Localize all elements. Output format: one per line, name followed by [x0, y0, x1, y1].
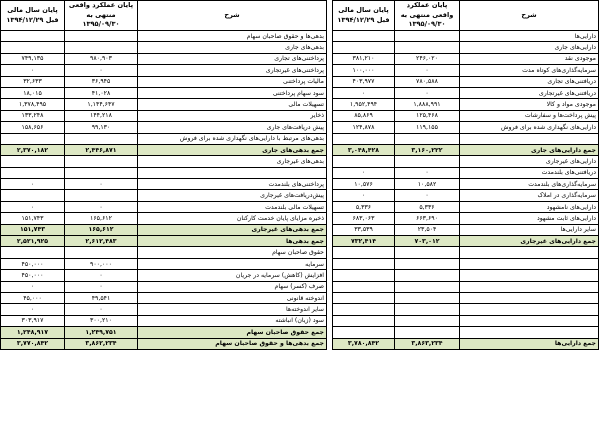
table-row [1, 315, 599, 326]
assets-prev-cell: ۱,۹۵۲,۴۹۴ [333, 99, 395, 110]
liabilities-desc-cell: اندوخته قانونی [138, 292, 327, 303]
liabilities-actual-cell: ۱,۱۴۴,۶۴۷ [65, 99, 138, 110]
column-gap [327, 110, 333, 121]
assets-prev-cell [333, 42, 395, 53]
column-gap [327, 167, 333, 178]
liabilities-actual-cell [65, 190, 138, 201]
column-gap [327, 338, 333, 349]
assets-actual-cell: ۰ [395, 87, 460, 98]
table-row [1, 87, 599, 98]
assets-actual-cell: ۰ [395, 190, 460, 201]
assets-prev-cell [333, 327, 395, 338]
assets-actual-cell [395, 292, 460, 303]
table-row [1, 53, 599, 64]
liabilities-actual-cell: ۹۰۰,۰۰۰ [65, 258, 138, 269]
liabilities-desc-cell: صرف (کسر) سهام [138, 281, 327, 292]
assets-actual-cell: ۱,۸۸۸,۹۹۱ [395, 99, 460, 110]
assets-actual-cell [395, 42, 460, 53]
liabilities-prev-cell [1, 42, 65, 53]
assets-prev-cell [333, 304, 395, 315]
assets-prev-cell: ۳۳,۵۳۹ [333, 224, 395, 235]
column-gap [327, 144, 333, 155]
assets-prev-cell [333, 258, 395, 269]
header-row [1, 1, 599, 31]
table-row [1, 201, 599, 212]
assets-desc-cell [460, 247, 599, 258]
liabilities-prev-cell: ۲,۵۲۱,۹۲۵ [1, 236, 65, 247]
table-row [1, 144, 599, 155]
liabilities-desc-cell: سایر اندوخته‌ها [138, 304, 327, 315]
assets-prev-cell: ۵,۳۳۶ [333, 201, 395, 212]
column-gap [327, 87, 333, 98]
liabilities-prev-cell: ۰ [1, 281, 65, 292]
liabilities-desc-cell: جمع بدهی‌های غیرجاری [138, 224, 327, 235]
assets-actual-cell: ۰ [395, 167, 460, 178]
liabilities-actual-cell: ۴۹,۵۴۱ [65, 292, 138, 303]
assets-desc-cell [460, 258, 599, 269]
column-gap [327, 213, 333, 224]
assets-prev-cell: ۶۸۳,۰۶۳ [333, 213, 395, 224]
assets-prev-cell: ۸۵,۸۶۹ [333, 110, 395, 121]
assets-desc-cell: دارایی‌های جاری [460, 42, 599, 53]
column-gap [327, 1, 333, 31]
liabilities-desc-cell: پیش دریافت‌های جاری [138, 122, 327, 133]
assets-actual-cell: ۳,۸۶۳,۲۳۴ [395, 338, 460, 349]
assets-desc-cell: دریافتنی‌های تجاری [460, 76, 599, 87]
liabilities-prev-cell [1, 190, 65, 201]
assets-actual-cell: ۲۳,۵۰۴ [395, 224, 460, 235]
assets-desc-cell [460, 327, 599, 338]
table-row [1, 179, 599, 190]
liabilities-actual-cell: ۳,۸۶۲,۲۳۴ [65, 338, 138, 349]
assets-desc-cell [460, 133, 599, 144]
liabilities-desc-cell: سود (زیان) انباشته [138, 315, 327, 326]
assets-prev-cell [333, 270, 395, 281]
liabilities-desc-cell: حقوق صاحبان سهام [138, 247, 327, 258]
table-row [1, 167, 599, 178]
liabilities-prev-cell [1, 167, 65, 178]
liabilities-prev-cell: ۰ [1, 179, 65, 190]
assets-desc-cell: سرمایه‌گذاری‌های بلندمدت [460, 179, 599, 190]
assets-prev-cell: ۳۸۱,۲۱۰ [333, 53, 395, 64]
liabilities-actual-cell: ۲,۶۱۲,۴۸۳ [65, 236, 138, 247]
table-row [1, 31, 599, 42]
liabilities-actual-cell: ۰ [65, 270, 138, 281]
liabilities-desc-cell: تسهیلات مالی [138, 99, 327, 110]
liabilities-prev-cell: ۳,۷۷۰,۸۴۲ [1, 338, 65, 349]
liabilities-desc-cell: بدهی‌های مرتبط با دارایی‌های نگهداری شده برای فروش [138, 133, 327, 144]
assets-actual-cell [395, 258, 460, 269]
liabilities-actual-cell: ۰ [65, 281, 138, 292]
assets-prev-cell: ۱۲۴,۸۷۸ [333, 122, 395, 133]
assets-prev-cell [333, 156, 395, 167]
assets-prev-cell: ۱۰,۵۷۶ [333, 179, 395, 190]
liabilities-desc-cell: مالیات پرداختنی [138, 76, 327, 87]
liabilities-actual-header: پایان عملکرد واقعی منتهی به ۱۳۹۵/۰۹/۳۰ [65, 1, 138, 31]
column-gap [327, 31, 333, 42]
column-gap [327, 270, 333, 281]
assets-prev-cell: ۴۰۳,۹۷۷ [333, 76, 395, 87]
liabilities-prev-cell: ۱,۲۴۸,۹۱۷ [1, 327, 65, 338]
liabilities-desc-header: شرح [138, 1, 327, 31]
column-gap [327, 42, 333, 53]
table-row [1, 281, 599, 292]
liabilities-actual-cell: ۱۶۵,۶۱۲ [65, 224, 138, 235]
liabilities-desc-cell: جمع حقوق صاحبان سهام [138, 327, 327, 338]
liabilities-prev-cell: ۱۳۳,۲۴۸ [1, 110, 65, 121]
liabilities-actual-cell [65, 247, 138, 258]
liabilities-prev-cell: ۱۵۱,۷۴۳ [1, 224, 65, 235]
assets-actual-cell: ۵,۳۳۶ [395, 201, 460, 212]
liabilities-actual-cell [65, 133, 138, 144]
liabilities-prev-cell: ۳۰۳,۹۱۷ [1, 315, 65, 326]
assets-actual-cell: ۱۰,۵۸۲ [395, 179, 460, 190]
assets-desc-cell: دارایی‌ها [460, 31, 599, 42]
column-gap [327, 247, 333, 258]
assets-desc-cell: جمع دارایی‌ها [460, 338, 599, 349]
liabilities-prev-cell: ۷۴۹,۱۳۵ [1, 53, 65, 64]
column-gap [327, 236, 333, 247]
assets-desc-cell: دارایی‌های نگهداری شده برای فروش [460, 122, 599, 133]
table-row [1, 258, 599, 269]
assets-desc-cell: دارایی‌های ثابت مشهود [460, 213, 599, 224]
column-gap [327, 201, 333, 212]
assets-actual-cell [395, 315, 460, 326]
liabilities-desc-cell: ذخایر [138, 110, 327, 121]
column-gap [327, 156, 333, 167]
table-row [1, 213, 599, 224]
assets-desc-cell [460, 270, 599, 281]
liabilities-prev-cell [1, 247, 65, 258]
liabilities-prev-cell: ۴۵,۰۰۰ [1, 292, 65, 303]
assets-prev-cell: ۳,۰۴۸,۴۲۸ [333, 144, 395, 155]
assets-desc-cell: جمع دارایی‌های جاری [460, 144, 599, 155]
assets-prev-cell: ۰ [333, 167, 395, 178]
liabilities-desc-cell: بدهی‌های غیرجاری [138, 156, 327, 167]
table-row [1, 99, 599, 110]
assets-actual-cell: ۲۴۶,۰۲۰ [395, 53, 460, 64]
liabilities-actual-cell: ۲,۴۴۶,۸۷۱ [65, 144, 138, 155]
table-row [1, 76, 599, 87]
liabilities-actual-cell: ۹۹,۱۳۰ [65, 122, 138, 133]
liabilities-prev-cell: ۴۵۰,۰۰۰ [1, 270, 65, 281]
assets-prev-cell: ۰ [333, 87, 395, 98]
liabilities-actual-cell [65, 31, 138, 42]
assets-desc-cell: سایر دارایی‌ها [460, 224, 599, 235]
assets-prev-cell: ۰ [333, 190, 395, 201]
assets-actual-cell: ۶۶۳,۶۹۰ [395, 213, 460, 224]
column-gap [327, 304, 333, 315]
table-row [1, 247, 599, 258]
column-gap [327, 281, 333, 292]
liabilities-desc-cell: جمع بدهی‌ها [138, 236, 327, 247]
liabilities-desc-cell [138, 167, 327, 178]
table-row [1, 133, 599, 144]
liabilities-actual-cell: ۳۶,۹۴۵ [65, 76, 138, 87]
liabilities-actual-cell: ۴۱,۰۲۸ [65, 87, 138, 98]
liabilities-actual-cell [65, 42, 138, 53]
assets-desc-cell: دریافتنی‌های بلندمدت [460, 167, 599, 178]
assets-desc-cell: دارایی‌های نامشهود [460, 201, 599, 212]
column-gap [327, 190, 333, 201]
column-gap [327, 292, 333, 303]
liabilities-desc-cell: ذخیره مزایای پایان خدمت کارکنان [138, 213, 327, 224]
liabilities-prev-cell: ۱۸,۰۱۵ [1, 87, 65, 98]
table-row [1, 304, 599, 315]
liabilities-prev-cell: ۱۵۸,۶۵۶ [1, 122, 65, 133]
assets-prev-cell [333, 315, 395, 326]
table-row [1, 292, 599, 303]
liabilities-desc-cell: پیش‌دریافت‌های غیرجاری [138, 190, 327, 201]
table-row [1, 338, 599, 349]
assets-actual-cell [395, 133, 460, 144]
liabilities-desc-cell: پرداختنی‌های غیرتجاری [138, 65, 327, 76]
liabilities-desc-cell: بدهی‌های جاری [138, 42, 327, 53]
column-gap [327, 53, 333, 64]
assets-prev-cell: ۳,۷۸۰,۸۴۲ [333, 338, 395, 349]
assets-prev-cell [333, 281, 395, 292]
liabilities-prev-cell [1, 133, 65, 144]
assets-prev-cell: ۱۰۰,۰۰۰ [333, 65, 395, 76]
liabilities-prev-cell: ۲,۳۷۰,۱۸۲ [1, 144, 65, 155]
assets-actual-cell: ۱۲۵,۴۶۸ [395, 110, 460, 121]
assets-desc-cell [460, 304, 599, 315]
assets-desc-cell: سرمایه‌گذاری در املاک [460, 190, 599, 201]
liabilities-prev-header: پایان سال مالی قبل ۱۳۹۴/۱۲/۲۹ [1, 1, 65, 31]
liabilities-desc-cell: تسهیلات مالی بلندمدت [138, 201, 327, 212]
liabilities-actual-cell: ۰ [65, 179, 138, 190]
liabilities-prev-cell: ۴۵۰,۰۰۰ [1, 258, 65, 269]
liabilities-prev-cell: ۰ [1, 201, 65, 212]
assets-actual-cell: ۷۰۳,۰۱۲ [395, 236, 460, 247]
assets-desc-cell: سرمایه‌گذاری‌های کوتاه مدت [460, 65, 599, 76]
liabilities-actual-cell: ۱,۲۴۹,۷۵۱ [65, 327, 138, 338]
assets-prev-cell [333, 133, 395, 144]
table-row [1, 65, 599, 76]
liabilities-desc-cell: پرداختنی‌های تجاری [138, 53, 327, 64]
assets-prev-header: پایان سال مالی قبل ۱۳۹۴/۱۲/۲۹ [333, 1, 395, 31]
assets-prev-cell [333, 31, 395, 42]
liabilities-actual-cell [65, 167, 138, 178]
assets-actual-cell [395, 304, 460, 315]
liabilities-actual-cell: ۰ [65, 304, 138, 315]
table-row [1, 270, 599, 281]
assets-desc-cell [460, 315, 599, 326]
assets-actual-cell: ۱۱۹,۱۵۵ [395, 122, 460, 133]
table-row [1, 190, 599, 201]
assets-desc-cell: پیش پرداخت‌ها و سفارشات [460, 110, 599, 121]
assets-desc-cell: دارایی‌های غیرجاری [460, 156, 599, 167]
liabilities-desc-cell: جمع بدهی‌ها و حقوق صاحبان سهام [138, 338, 327, 349]
assets-actual-cell [395, 281, 460, 292]
table-row [1, 327, 599, 338]
table-row [1, 156, 599, 167]
table-row [1, 110, 599, 121]
assets-desc-cell: جمع دارایی‌های غیرجاری [460, 236, 599, 247]
assets-actual-cell: ۷۸۰,۵۸۸ [395, 76, 460, 87]
assets-desc-header: شرح [460, 1, 599, 31]
table-row [1, 236, 599, 247]
assets-actual-cell [395, 247, 460, 258]
column-gap [327, 224, 333, 235]
column-gap [327, 315, 333, 326]
liabilities-prev-cell: ۱,۳۷۸,۴۹۵ [1, 99, 65, 110]
assets-prev-cell [333, 247, 395, 258]
assets-actual-cell: ۳,۱۶۰,۲۲۲ [395, 144, 460, 155]
liabilities-desc-cell: افزایش (کاهش) سرمایه در جریان [138, 270, 327, 281]
assets-prev-cell [333, 292, 395, 303]
column-gap [327, 99, 333, 110]
assets-actual-header: پایان عملکرد واقعی منتهی به ۱۳۹۵/۰۹/۳۰ [395, 1, 460, 31]
liabilities-prev-cell: ۰ [1, 304, 65, 315]
table-row [1, 122, 599, 133]
assets-desc-cell [460, 292, 599, 303]
assets-prev-cell: ۷۳۲,۴۱۴ [333, 236, 395, 247]
column-gap [327, 179, 333, 190]
assets-actual-cell [395, 327, 460, 338]
table-row [1, 42, 599, 53]
column-gap [327, 122, 333, 133]
liabilities-actual-cell: ۰ [65, 65, 138, 76]
liabilities-desc-cell: سرمایه [138, 258, 327, 269]
assets-desc-cell: موجودی مواد و کالا [460, 99, 599, 110]
liabilities-actual-cell: ۱۶۵,۶۱۲ [65, 213, 138, 224]
column-gap [327, 65, 333, 76]
liabilities-prev-cell [1, 156, 65, 167]
column-gap [327, 327, 333, 338]
liabilities-prev-cell: ۱۵۱,۷۴۳ [1, 213, 65, 224]
assets-desc-cell [460, 281, 599, 292]
liabilities-actual-cell: ۳۰۰,۲۱۰ [65, 315, 138, 326]
assets-actual-cell [395, 156, 460, 167]
column-gap [327, 76, 333, 87]
liabilities-actual-cell: ۹۸۰,۹۰۳ [65, 53, 138, 64]
liabilities-actual-cell: ۰ [65, 201, 138, 212]
liabilities-desc-cell: جمع بدهی‌های جاری [138, 144, 327, 155]
liabilities-desc-cell: سود سهام پرداختنی [138, 87, 327, 98]
liabilities-actual-cell [65, 156, 138, 167]
liabilities-prev-cell: ۳۲,۶۳۳ [1, 76, 65, 87]
column-gap [327, 258, 333, 269]
liabilities-desc-cell: بدهی‌ها و حقوق صاحبان سهام [138, 31, 327, 42]
liabilities-actual-cell: ۱۴۴,۲۱۸ [65, 110, 138, 121]
assets-desc-cell: موجودی نقد [460, 53, 599, 64]
assets-actual-cell: ۰ [395, 65, 460, 76]
assets-actual-cell [395, 270, 460, 281]
assets-actual-cell [395, 31, 460, 42]
liabilities-desc-cell: پرداختنی‌های بلندمدت [138, 179, 327, 190]
column-gap [327, 133, 333, 144]
table-row [1, 224, 599, 235]
assets-desc-cell: دریافتنی‌های غیرتجاری [460, 87, 599, 98]
liabilities-prev-cell [1, 31, 65, 42]
liabilities-prev-cell: ۰ [1, 65, 65, 76]
